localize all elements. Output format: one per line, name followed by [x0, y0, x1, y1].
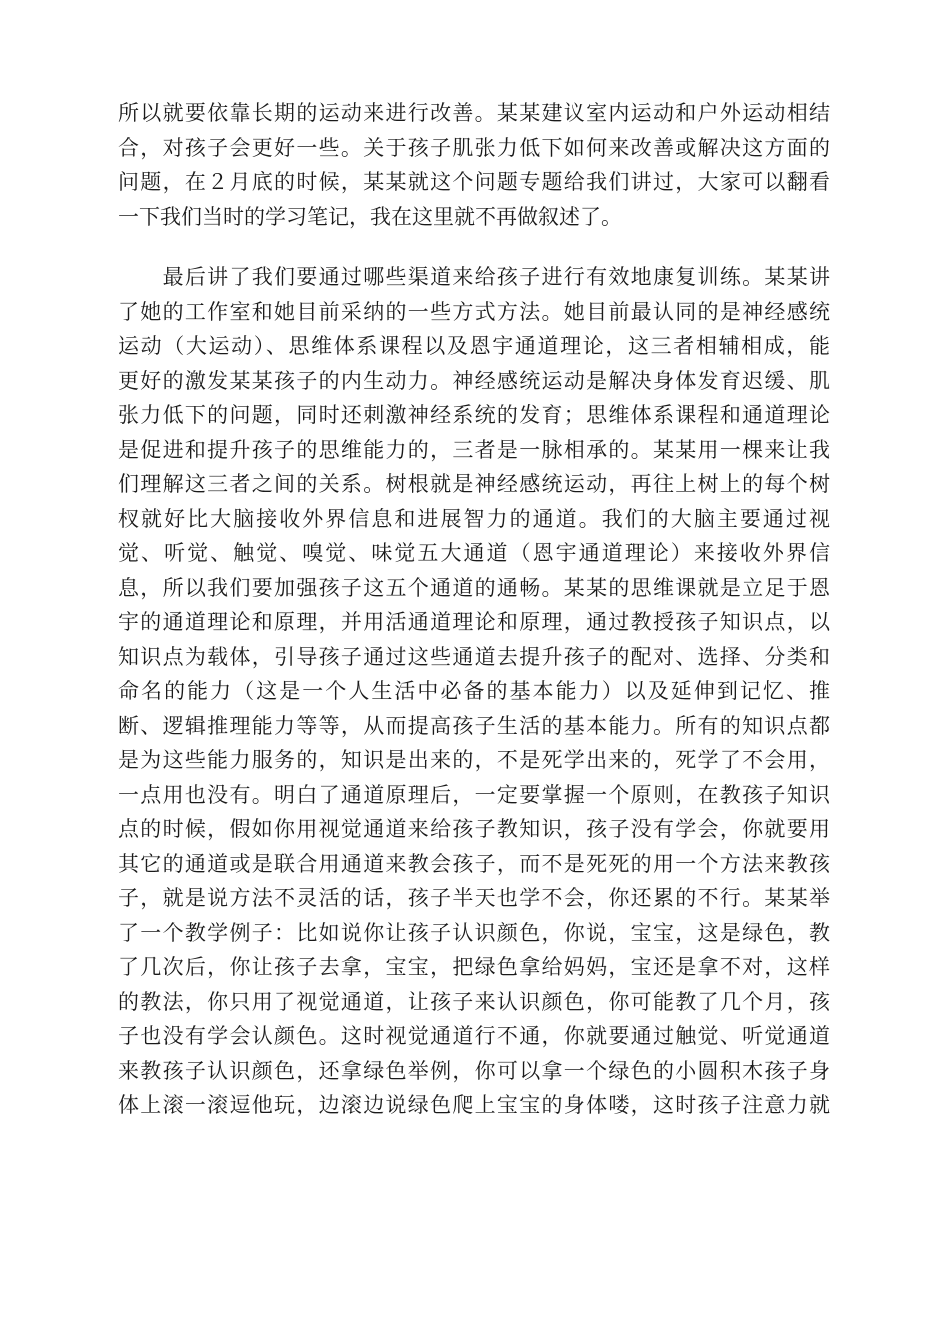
- text-line: 来教孩子认识颜色，还拿绿色举例，你可以拿一个绿色的小圆积木孩子身: [118, 1058, 830, 1083]
- text-line: 是为这些能力服务的，知识是出来的，不是死学出来的，死学了不会用，: [118, 748, 830, 772]
- text-line: 一下我们当时的学习笔记，我在这里就不再做叙述了。: [118, 204, 622, 229]
- paragraph-gap: [118, 234, 830, 260]
- text-line: 的教法，你只用了视觉通道，让孩子来认识颜色，你可能教了几个月，孩: [118, 989, 830, 1014]
- text-line: 子，就是说方法不灵活的话，孩子半天也学不会，你还累的不行。某某举: [118, 886, 830, 910]
- text-line: 张力低下的问题，同时还刺激神经系统的发育；思维体系课程和通道理论: [118, 403, 830, 427]
- text-line: 问题，在２月底的时候，某某就这个问题专题给我们讲过，大家可以翻看: [118, 170, 830, 194]
- text-line: 最后讲了我们要通过哪些渠道来给孩子进行有效地康复训练。某某讲: [118, 265, 830, 289]
- paragraph-2: [118, 260, 830, 1123]
- text-line: 了一个教学例子：比如说你让孩子认识颜色，你说，宝宝，这是绿色，教: [118, 920, 830, 945]
- text-line: 体上滚一滚逗他玩，边滚边说绿色爬上宝宝的身体喽，这时孩子注意力就: [118, 1093, 830, 1117]
- text-line: 子也没有学会认颜色。这时视觉通道行不通，你就要通过触觉、听觉通道: [118, 1024, 830, 1048]
- text-line: 杈就好比大脑接收外界信息和进展智力的通道。我们的大脑主要通过视: [118, 506, 830, 531]
- document-page: [118, 96, 830, 1123]
- text-line: 知识点为载体，引导孩子通过这些通道去提升孩子的配对、选择、分类和: [118, 644, 830, 669]
- paragraph-1: [118, 96, 830, 234]
- text-line: 更好的激发某某孩子的内生动力。神经感统运动是解决身体发育迟缓、肌: [118, 368, 830, 393]
- text-line: 其它的通道或是联合用通道来教会孩子，而不是死死的用一个方法来教孩: [118, 851, 830, 876]
- text-line: 们理解这三者之间的关系。树根就是神经感统运动，再往上树上的每个树: [118, 472, 830, 496]
- text-line: 断、逻辑推理能力等等，从而提高孩子生活的基本能力。所有的知识点都: [118, 713, 830, 738]
- text-line: 命名的能力（这是一个人生活中必备的基本能力）以及延伸到记忆、推: [118, 679, 830, 703]
- text-line: 觉、听觉、触觉、嗅觉、味觉五大通道（恩宇通道理论）来接收外界信: [118, 541, 830, 565]
- text-line: 点的时候，假如你用视觉通道来给孩子教知识，孩子没有学会，你就要用: [118, 817, 830, 841]
- text-line: 了几次后，你让孩子去拿，宝宝，把绿色拿给妈妈，宝还是拿不对，这样: [118, 955, 830, 979]
- text-line: 宇的通道理论和原理，并用活通道理论和原理，通过教授孩子知识点，以: [118, 610, 830, 634]
- text-line: 是促进和提升孩子的思维能力的，三者是一脉相承的。某某用一棵来让我: [118, 437, 830, 462]
- text-line: 所以就要依靠长期的运动来进行改善。某某建议室内运动和户外运动相结: [118, 101, 830, 125]
- text-line: 运动（大运动）、思维体系课程以及恩宇通道理论，这三者相辅相成，能: [118, 334, 830, 358]
- text-line: 了她的工作室和她目前采纳的一些方式方法。她目前最认同的是神经感统: [118, 299, 830, 324]
- text-line: 息，所以我们要加强孩子这五个通道的通畅。某某的思维课就是立足于恩: [118, 575, 830, 600]
- text-line: 一点用也没有。明白了通道原理后，一定要掌握一个原则，在教孩子知识: [118, 782, 830, 807]
- text-line: 合，对孩子会更好一些。关于孩子肌张力低下如何来改善或解决这方面的: [118, 135, 830, 160]
